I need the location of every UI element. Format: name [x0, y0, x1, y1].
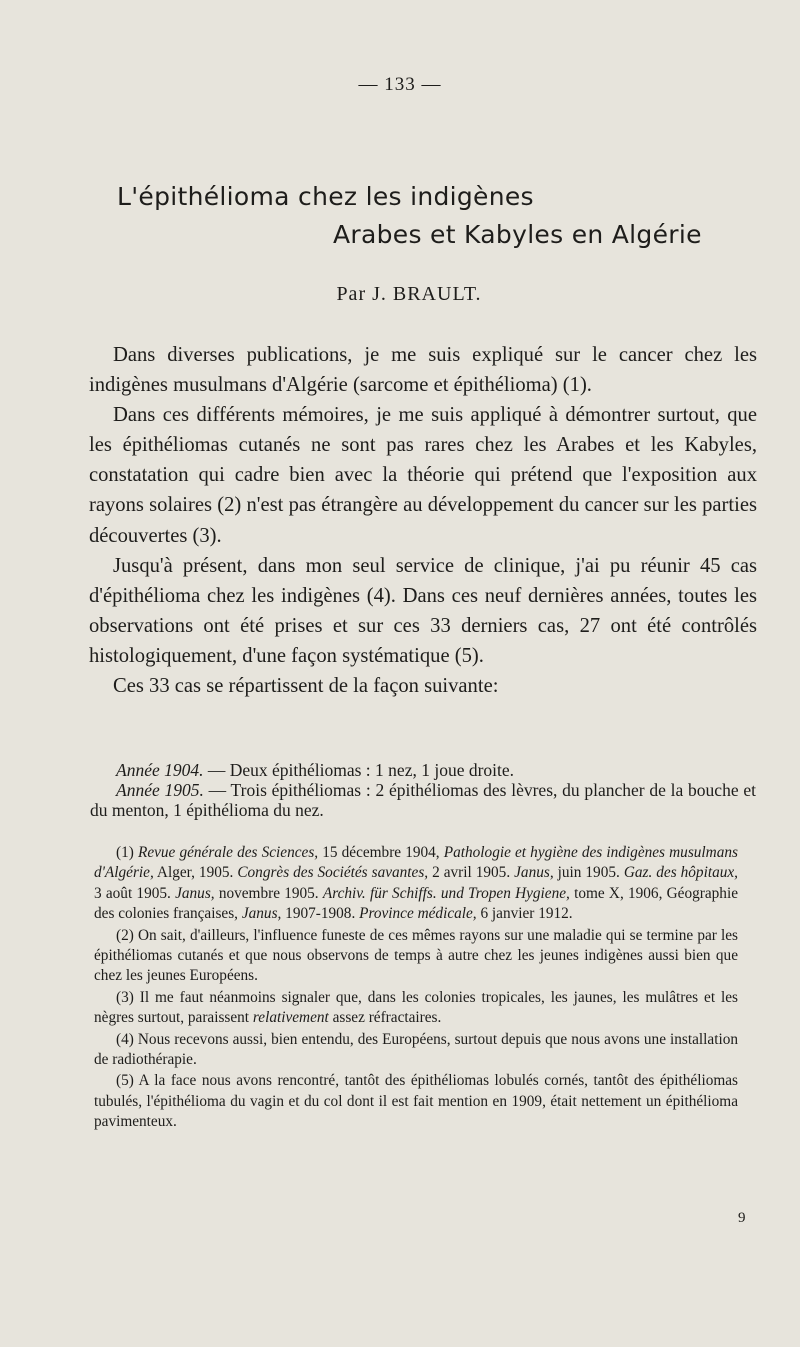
- note-citation: Janus,: [241, 905, 282, 923]
- note-text: 15 décembre 1904,: [318, 844, 444, 861]
- author-line: Par J. BRAULT.: [336, 283, 482, 305]
- note-text: Alger, 1905.: [153, 864, 238, 882]
- note-text: tome X, 1906, Géographie des colonies françaises,: [94, 884, 738, 923]
- title-line-2: Arabes et Kabyles en Algérie: [333, 220, 702, 249]
- footnote-3: [94, 988, 738, 1029]
- note-emphasis: relativement: [252, 1009, 329, 1027]
- note-citation: Janus,: [175, 884, 215, 902]
- year-entry: [90, 760, 756, 780]
- year-text: — Deux épithéliomas : 1 nez, 1 joue droite.: [203, 760, 515, 780]
- year-label: Année 1904.: [116, 760, 204, 780]
- note-text: juin 1905.: [553, 864, 624, 882]
- year-text: — Trois épithéliomas : 2 épithéliomas des lèvres, du plancher de la bouche et du menton, 1 épithélioma du nez.: [90, 780, 756, 821]
- note-text: assez réfractaires.: [328, 1009, 442, 1027]
- note-text: (1): [116, 844, 138, 861]
- note-text: 3 août 1905.: [94, 884, 176, 902]
- note-text: 6 janvier 1912.: [476, 905, 573, 923]
- note-citation: Province médicale,: [359, 905, 477, 923]
- paragraph: Dans diverses publications, je me suis expliqué sur le cancer chez les indigènes musulmans d'Algérie (sarcome et épithélioma) (1).: [89, 344, 757, 397]
- title-line-1: L'épithélioma chez les indigènes: [117, 182, 534, 211]
- note-text: 1907-1908.: [281, 905, 360, 923]
- note-citation: Janus,: [514, 864, 554, 882]
- note-text: 2 avril 1905.: [428, 864, 515, 882]
- footnote-5: (5) A la face nous avons rencontré, tantôt des épithéliomas lobulés cornés, tantôt des épithéliomas tubulés, l'épithélioma du vagin et du col dont il est fait mention en 1909, était nettement un épithélioma pavimenteux.: [94, 1072, 738, 1131]
- footnotes: [94, 843, 738, 1134]
- note-text: (3) Il me faut néanmoins signaler que, dans les colonies tropicales, les jaunes, les mulâtres et les nègres surtout, paraissent: [94, 988, 738, 1027]
- note-citation: Archiv. für Schiffs. und Tropen Hygiene,: [322, 884, 570, 902]
- paragraph: Dans ces différents mémoires, je me suis appliqué à démontrer surtout, que les épithéliomas cutanés ne sont pas rares chez les Arabes et les Kabyles, constatation qui cadre bien avec la théorie qui prétend que l'exposition aux rayons solaires (2) n'est pas étrangère au développement du cancer sur les parties découvertes (3).: [89, 404, 757, 547]
- page-number: — 133 —: [358, 74, 442, 95]
- note-citation: Gaz. des hôpitaux,: [623, 864, 738, 882]
- note-text: novembre 1905.: [214, 884, 323, 902]
- body-text: [89, 340, 757, 701]
- year-entry: [90, 780, 756, 820]
- signature-mark: 9: [738, 1210, 746, 1226]
- footnote-1: [94, 843, 738, 925]
- paragraph: Ces 33 cas se répartissent de la façon suivante:: [113, 675, 499, 698]
- yearly-cases: [90, 760, 756, 821]
- note-citation: Revue générale des Sciences,: [137, 844, 319, 861]
- year-label: Année 1905.: [116, 780, 204, 801]
- footnote-4: (4) Nous recevons aussi, bien entendu, des Européens, surtout depuis que nous avons une installation de radiothérapie.: [94, 1030, 738, 1069]
- footnote-2: (2) On sait, d'ailleurs, l'influence funeste de ces mêmes rayons sur une maladie qui se termine par les épithéliomas cutanés et que nous observons de temps à autre chez les jeunes indigènes aussi bien que chez les jeunes Européens.: [94, 926, 738, 985]
- note-citation: Congrès des Sociétés savantes,: [237, 864, 429, 882]
- note-citation: Pathologie et hygiène des indigènes musulmans d'Algérie,: [94, 844, 738, 882]
- paragraph: Jusqu'à présent, dans mon seul service de clinique, j'ai pu réunir 45 cas d'épithélioma chez les indigènes (4). Dans ces neuf dernières années, toutes les observations ont été prises et sur ces 33 derniers cas, 27 ont été contrôlés histologiquement, d'une façon systématique (5).: [89, 554, 757, 667]
